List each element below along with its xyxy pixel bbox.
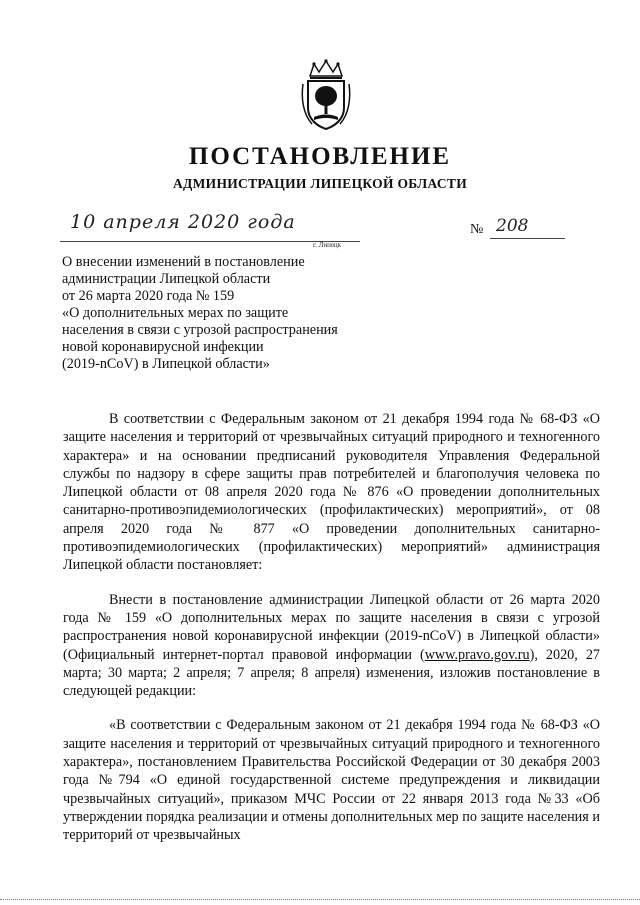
document-title: ПОСТАНОВЛЕНИЕ <box>188 143 452 170</box>
paragraph-text: ), 2020, 27 марта; 30 марта; 2 апреля; 7 апреля; 8 апреля) изменения, изложив постановление в следующей редакции: <box>63 646 601 700</box>
date-field <box>60 213 360 242</box>
number-sign: № <box>470 222 484 237</box>
subject-line: населения в связи с угрозой распространения <box>62 322 338 338</box>
subject-line: (2019-nCoV) в Липецкой области» <box>62 356 270 372</box>
subject-line: от 26 марта 2020 года № 159 <box>62 288 235 304</box>
subject-block <box>62 254 382 373</box>
subject-line: новой коронавирусной инфекции <box>62 339 264 355</box>
paragraph-text: Внести в постановление администрации Липецкой области от 26 марта 2020 года № 159 «О дополнительных мерах по защите населения в связи с угрозой распространения новой коронавирусной инфекции (2019-nCoV) в Липецкой области» (Официальный интернет-портал правовой информации ( <box>63 591 600 663</box>
handwritten-number: 208 <box>496 216 529 236</box>
pravo-gov-link[interactable]: www.pravo.gov.ru <box>424 646 530 663</box>
city-label: г. Липецк <box>313 241 342 249</box>
subject-line: «О дополнительных мерах по защите <box>62 305 289 321</box>
coat-of-arms-icon <box>300 58 352 132</box>
body-text <box>63 410 600 845</box>
subject-line: О внесении изменений в постановление <box>62 254 305 270</box>
number-underline <box>490 238 565 239</box>
handwritten-date: 10 апреля 2020 года <box>70 211 296 233</box>
document-subtitle: АДМИНИСТРАЦИИ ЛИПЕЦКОЙ ОБЛАСТИ <box>172 176 468 191</box>
document-number <box>470 216 570 240</box>
paragraph-preamble: В соответствии с Федеральным законом от 21 декабря 1994 года № 68-ФЗ «О защите населения и территорий от чрезвычайных ситуаций природного и техногенного характера» и на основании предписаний руководителя Управления Федеральной службы по надзору в сфере защиты прав потребителей и благополучия человека по Липецкой области от 08 апреля 2020 года № 876 «О проведении дополнительных санитарно-противоэпидемиологических (профилактических) мероприятий», от 08 апреля 2020 года № 877 «О проведении дополнительных санитарно-противоэпидемиологических (профилактических) мероприятий» администрация Липецкой области постановляет: <box>63 411 600 574</box>
paragraph-new-wording: «В соответствии с Федеральным законом от 21 декабря 1994 года № 68-ФЗ «О защите населения и территорий от чрезвычайных ситуаций природного и техногенного характера», постановлением Правительства Российской Федерации от 30 декабря 2003 года №794 «О единой государственной системе предупреждения и ликвидации чрезвычайных ситуаций», приказом МЧС России от 22 января 2013 года №33 «Об утверждении порядка реализации и отмены дополнительных мер по защите населения и территорий от чрезвычайных <box>63 717 600 844</box>
page-bottom-edge <box>0 899 640 900</box>
paragraph-amendment <box>63 591 600 701</box>
subject-line: администрации Липецкой области <box>62 271 271 287</box>
